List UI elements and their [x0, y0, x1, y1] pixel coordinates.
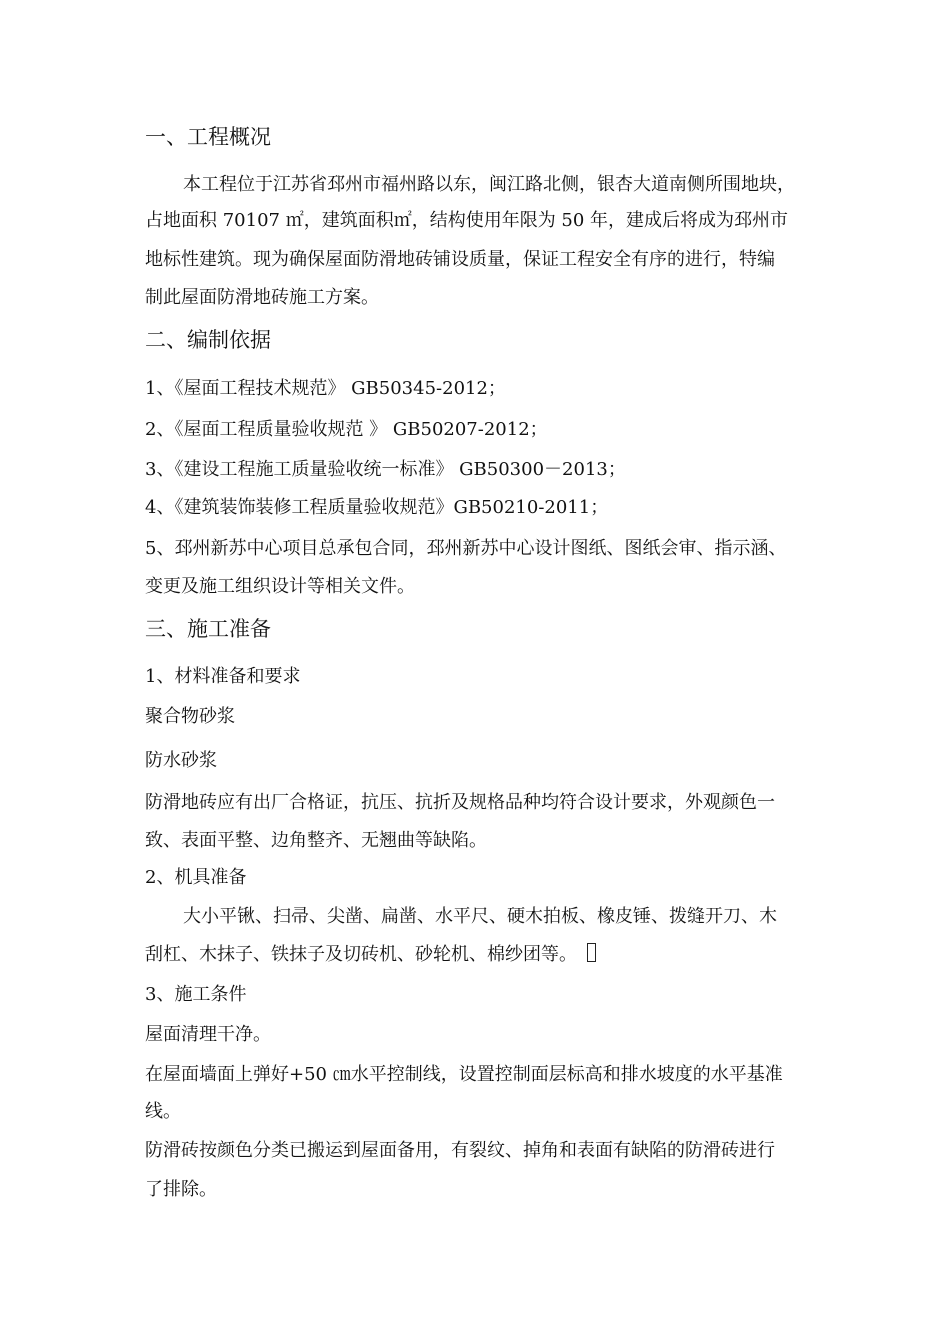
subsection-title-conditions: 3、施工条件 — [145, 984, 247, 1005]
material-item: 聚合物砂浆 — [145, 706, 235, 727]
section-heading-overview: 一、工程概况 — [145, 125, 271, 149]
subsection-title-materials: 1、材料准备和要求 — [145, 666, 301, 687]
paragraph-line: 本工程位于江苏省邳州市福州路以东，闽江路北侧，银杏大道南侧所围地块， — [183, 174, 795, 195]
paragraph-line: 在屋面墙面上弹好+50 ㎝水平控制线，设置控制面层标高和排水坡度的水平基准 — [145, 1064, 783, 1085]
list-item: 2、《屋面工程质量验收规范 》 GB50207-2012； — [145, 419, 548, 440]
paragraph-line: 占地面积 70107 ㎡，建筑面积㎡，结构使用年限为 50 年，建成后将成为邳州市 — [145, 210, 789, 231]
paragraph-line: 致、表面平整、边角整齐、无翘曲等缺陷。 — [145, 830, 487, 851]
list-item: 变更及施工组织设计等相关文件。 — [145, 576, 415, 597]
section-heading-basis: 二、编制依据 — [145, 328, 271, 352]
section-heading-preparation: 三、施工准备 — [145, 617, 271, 641]
paragraph-line: 线。 — [145, 1101, 181, 1122]
text-cursor-icon — [587, 943, 596, 962]
list-item: 4、《建筑装饰装修工程质量验收规范》GB50210-2011； — [145, 497, 609, 518]
list-item: 1、《屋面工程技术规范》 GB50345-2012； — [145, 378, 506, 399]
subsection-title-tools: 2、机具准备 — [145, 867, 247, 888]
paragraph-line: 大小平锹、扫帚、尖凿、扁凿、水平尺、硬木拍板、橡皮锤、拨缝开刀、木 — [183, 906, 777, 927]
paragraph-text: 刮杠、木抹子、铁抹子及切砖机、砂轮机、棉纱团等。 — [145, 944, 577, 965]
paragraph-line: 防滑砖按颜色分类已搬运到屋面备用，有裂纹、掉角和表面有缺陷的防滑砖进行 — [145, 1140, 775, 1161]
paragraph-line — [145, 943, 825, 967]
list-item: 3、《建设工程施工质量验收统一标准》 GB50300－2013； — [145, 459, 626, 480]
paragraph-line: 地标性建筑。现为确保屋面防滑地砖铺设质量，保证工程安全有序的进行，特编 — [145, 249, 775, 270]
material-item: 防水砂浆 — [145, 750, 217, 771]
paragraph-line: 制此屋面防滑地砖施工方案。 — [145, 287, 379, 308]
list-item: 5、邳州新苏中心项目总承包合同，邳州新苏中心设计图纸、图纸会审、指示涵、 — [145, 538, 787, 559]
condition-item: 屋面清理干净。 — [145, 1024, 271, 1045]
paragraph-line: 防滑地砖应有出厂合格证，抗压、抗折及规格品种均符合设计要求，外观颜色一 — [145, 792, 775, 813]
paragraph-line: 了排除。 — [145, 1179, 217, 1200]
